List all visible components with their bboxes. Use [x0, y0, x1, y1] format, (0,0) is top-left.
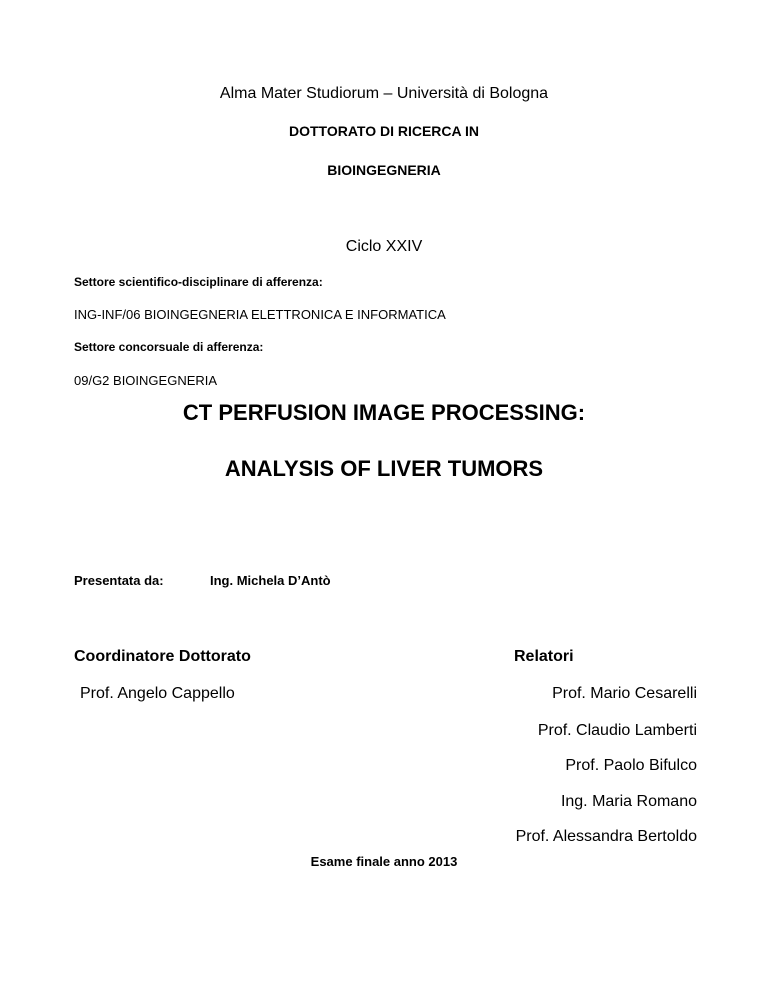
- doctorate-program: DOTTORATO DI RICERCA IN: [288, 123, 480, 139]
- competition-sector-value: 09/G2 BIOINGEGNERIA: [74, 373, 218, 388]
- advisor-name: Prof. Claudio Lamberti: [537, 722, 697, 739]
- final-exam-year: Esame finale anno 2013: [310, 854, 458, 869]
- scientific-sector-label: Settore scientifico-disciplinare di afferenza:: [74, 275, 323, 289]
- presenter-label: Presentata da:: [74, 573, 164, 588]
- university-name: Alma Mater Studiorum – Università di Bologna: [219, 85, 549, 102]
- advisor-name: Ing. Maria Romano: [560, 793, 697, 810]
- thesis-title-line-2: ANALYSIS OF LIVER TUMORS: [224, 456, 544, 481]
- competition-sector-label: Settore concorsuale di afferenza:: [74, 340, 264, 354]
- thesis-title-line-1: CT PERFUSION IMAGE PROCESSING:: [182, 400, 586, 425]
- advisors-list: [440, 686, 697, 846]
- advisor-name: Prof. Mario Cesarelli: [552, 685, 697, 702]
- advisor-name: Prof. Alessandra Bertoldo: [515, 828, 697, 845]
- presenter-name: Ing. Michela D’Antò: [210, 573, 331, 588]
- doctorate-field: BIOINGEGNERIA: [327, 162, 441, 178]
- scientific-sector-value: ING-INF/06 BIOINGEGNERIA ELETTRONICA E INFORMATICA: [74, 307, 446, 322]
- coordinator-heading: Coordinatore Dottorato: [74, 648, 251, 665]
- cycle-number: Ciclo XXIV: [345, 238, 423, 255]
- coordinator-name: Prof. Angelo Cappello: [80, 685, 235, 702]
- advisors-heading: Relatori: [514, 648, 574, 665]
- advisor-name: Prof. Paolo Bifulco: [565, 757, 697, 774]
